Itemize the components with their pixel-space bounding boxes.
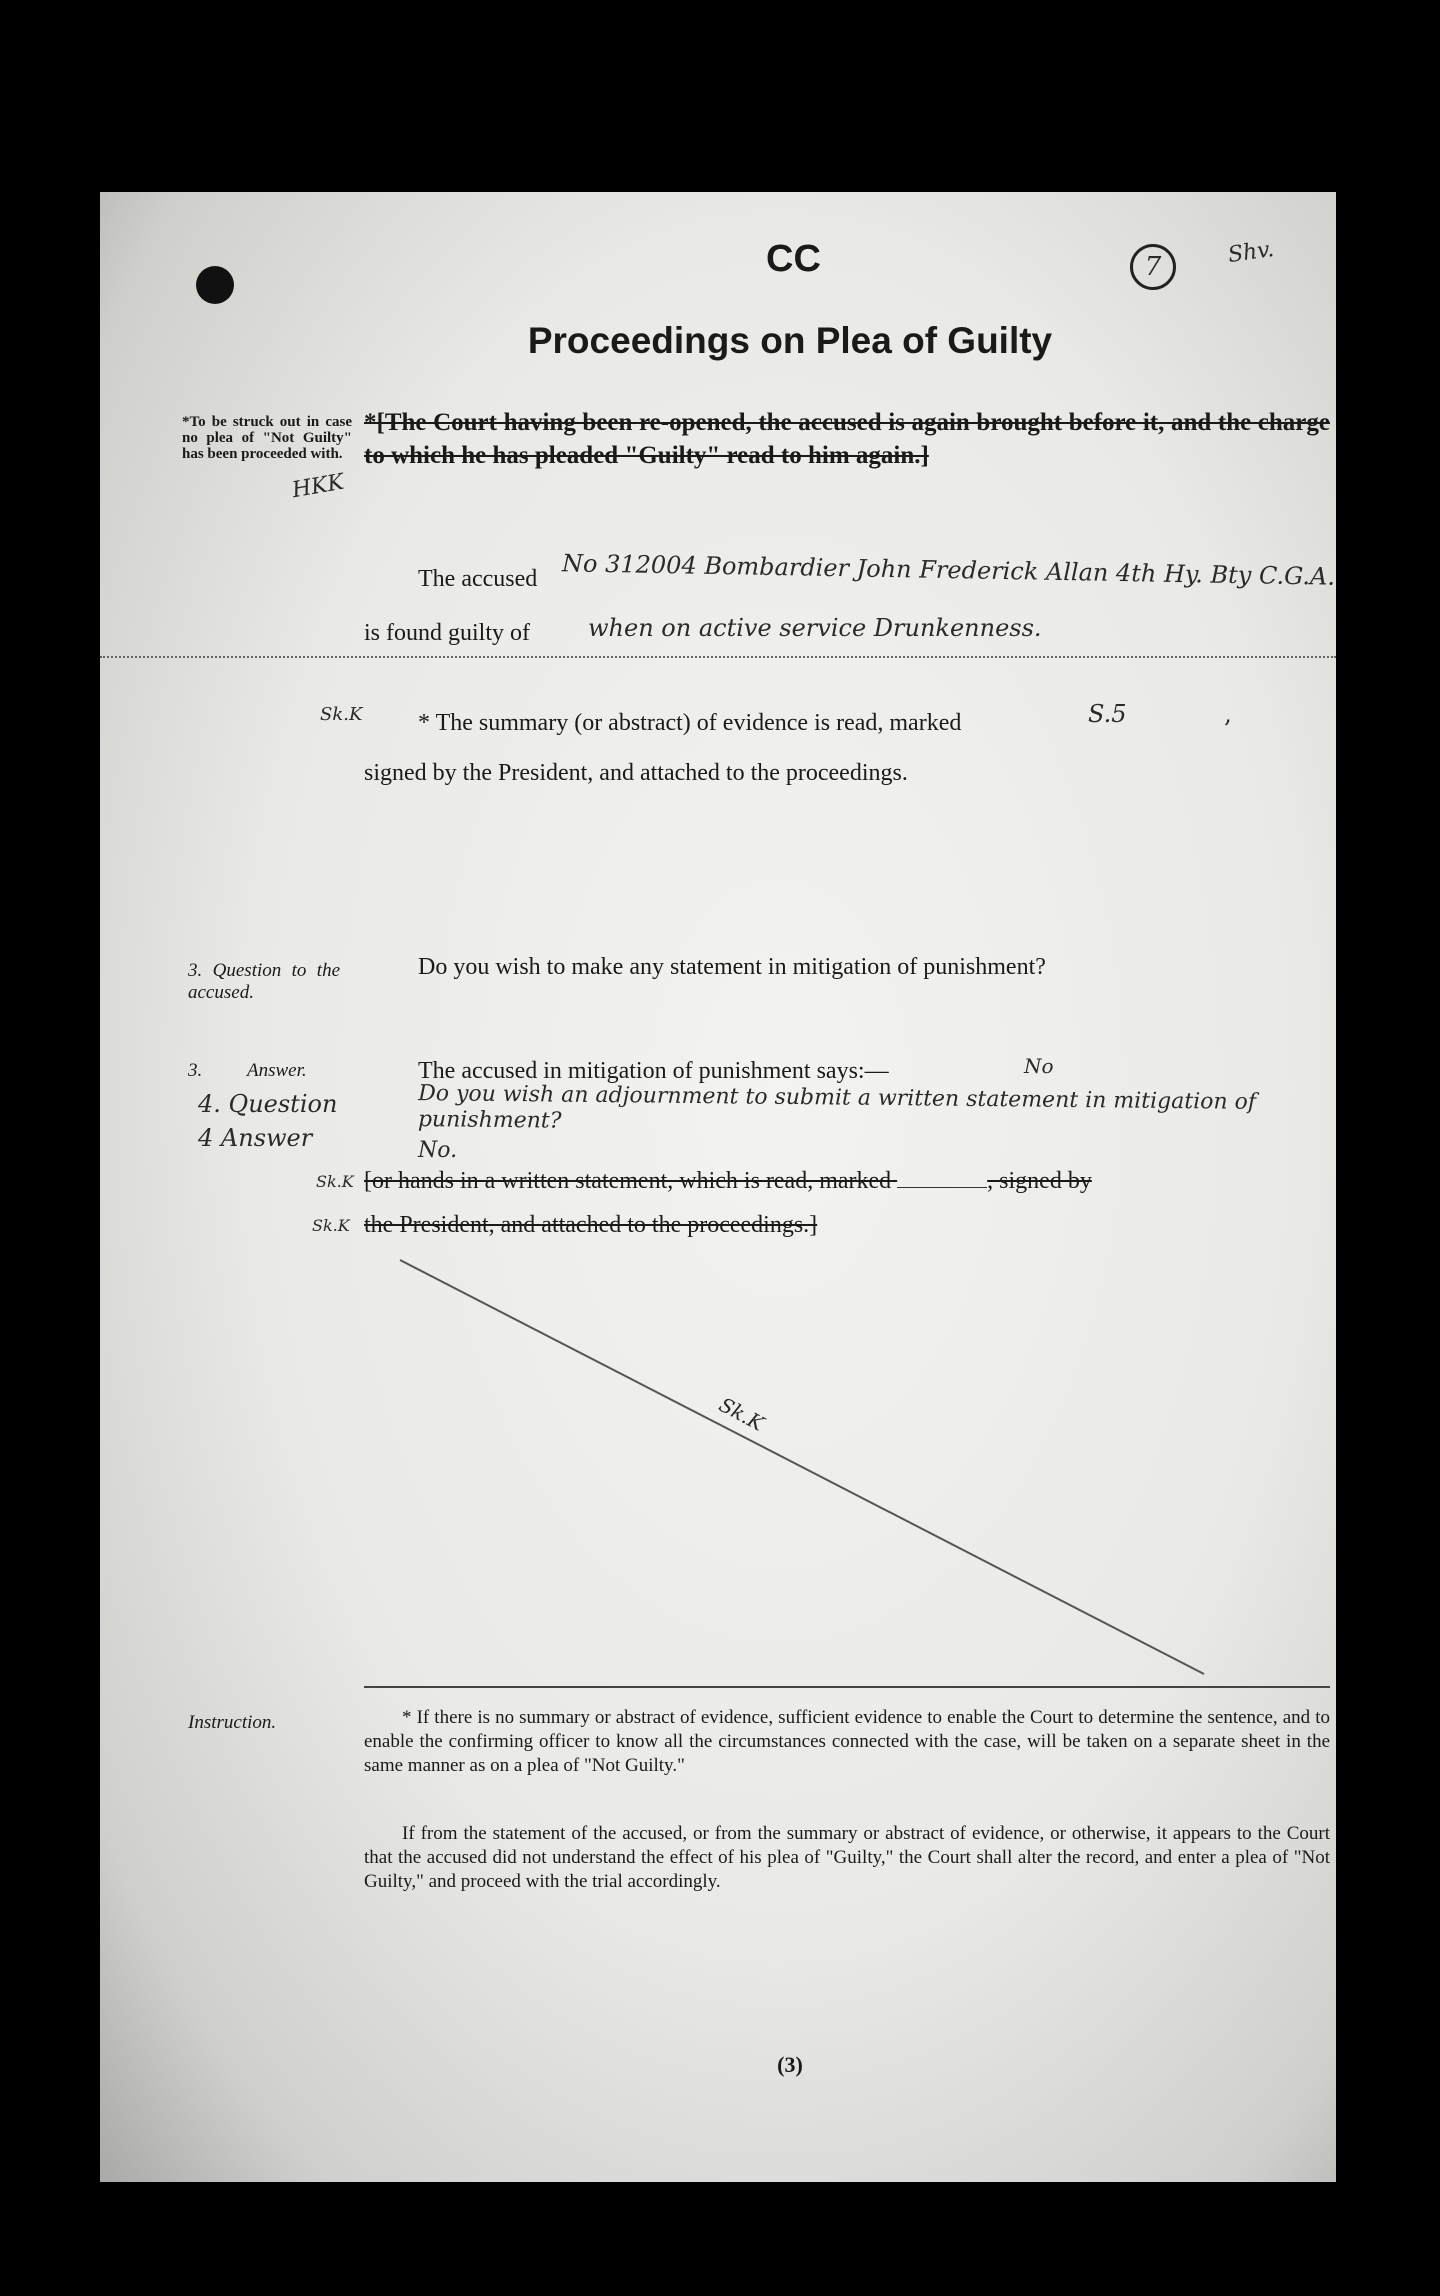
summary-line-text: * The summary (or abstract) of evidence is read, marked (418, 710, 962, 736)
margin-initials: Sk.K (316, 1172, 354, 1191)
written-statement-suffix: , signed by (987, 1168, 1092, 1194)
written-statement-line: the President, and attached to the proceedings.] (364, 1212, 818, 1238)
instruction-paragraph: If from the statement of the accused, or from the summary or abstract of evidence, or otherwise, it appears to the Court that the accused did not understand the effect of his plea of "Guilty," the Court shall alter the record, and enter a plea of "Not Guilty," and proceed with the trial accordingly. (364, 1823, 1330, 1892)
question-4-text: Do you wish an adjournment to submit a written statement in mitigation of punishment? (417, 1081, 1257, 1134)
summary-marked-value-text: S.5 (1088, 700, 1127, 728)
diagonal-initials: Sk.K (715, 1392, 769, 1436)
offence: when on active service Drunkenness. (588, 614, 1042, 642)
margin-initials: Sk.K (320, 704, 363, 725)
summary-line: signed by the President, and attached to the proceedings. (364, 760, 908, 786)
written-statement-text: [or hands in a written statement, which is read, marked (364, 1168, 892, 1194)
answer-label-text: Answer. (247, 1060, 307, 1081)
instruction-divider (364, 1686, 1330, 1688)
instruction-paragraph: * If there is no summary or abstract of evidence, sufficient evidence to enable the Court to determine the sentence, and to enable the confirming officer to know all the circumstances connected with the case, will be taken on a separate sheet in the same manner as on a plea of "Not Guilty." (364, 1707, 1330, 1776)
diagonal-stroke (400, 1260, 1204, 1674)
found-guilty-label: is found guilty of (364, 620, 530, 646)
question-text: Do you wish to make any statement in mitigation of punishment? (418, 954, 1046, 980)
accused-label: The accused (418, 566, 538, 592)
summary-comma: , (1224, 700, 1232, 728)
page-title: Proceedings on Plea of Guilty (527, 320, 1053, 361)
question-number: 3. (188, 960, 203, 981)
answer-4-text: No. (418, 1138, 458, 1163)
answer-4-label: 4 Answer (198, 1124, 313, 1152)
answer-text: The accused in mitigation of punishment says:— (418, 1058, 889, 1084)
form-code: CC (766, 238, 821, 280)
struck-paragraph: *[The Court having been re-opened, the accused is again brought before it, and the charge to which he has pleaded "Guilty" read to him again.] (364, 409, 1330, 469)
page-number: (3) (777, 2052, 803, 2077)
instruction-label: Instruction. (188, 1712, 277, 1733)
side-note: *To be struck out in case no plea of "Not Guilty" has been proceeded with. (182, 414, 352, 462)
answer-value: No (1024, 1054, 1054, 1078)
margin-initials: HKK (290, 469, 346, 504)
question-label-text: Question to the accused. (188, 960, 340, 1003)
question-4-label: 4. Question (198, 1090, 338, 1118)
circled-page-mark: 7 (1130, 244, 1176, 290)
corner-scrawl: Shv. (1226, 236, 1276, 269)
margin-initials: Sk.K (312, 1216, 350, 1235)
document-page (100, 192, 1336, 2182)
accused-name: No 312004 Bombardier John Frederick Allan 4th Hy. Bty C.G.A. (561, 549, 1336, 591)
answer-number: 3. (188, 1060, 203, 1081)
